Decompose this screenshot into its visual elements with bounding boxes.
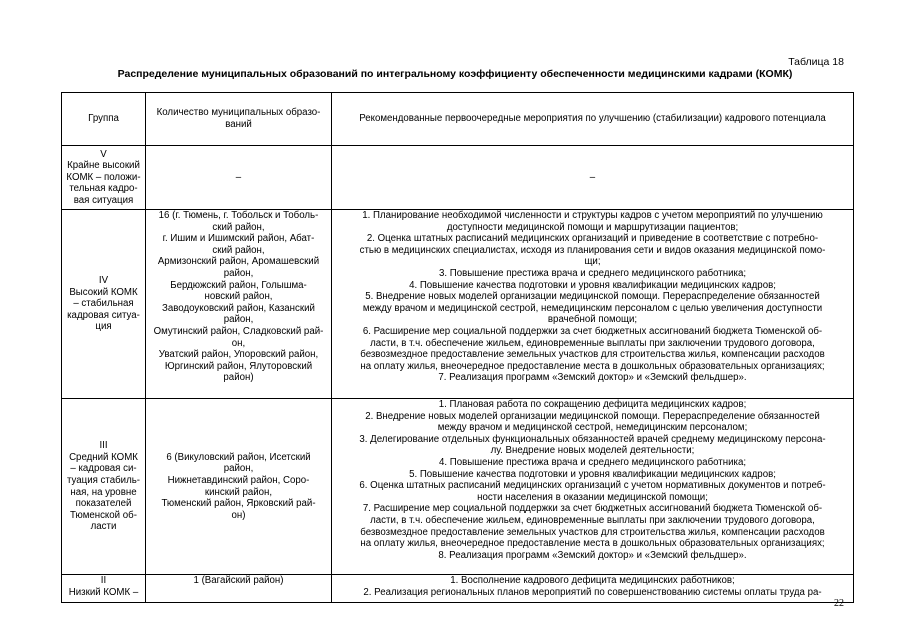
- cell-measures: [332, 399, 854, 575]
- cell-line: – стабильная: [73, 298, 134, 310]
- page-number: 22: [834, 598, 844, 609]
- cell-group: [62, 575, 146, 603]
- cell-line: безвозмездное предоставление земельных участков для строительства жилья, компенсации расходов: [360, 526, 825, 538]
- cell-line: 7. Расширение мер социальной поддержки за счет бюджетных ассигнований бюджета Тюменской об-: [362, 503, 823, 515]
- cell-line: 2. Оценка штатных расписаний медицинских организаций и приведение в соответствие с потребно-: [366, 233, 819, 245]
- cell-line: он,: [231, 337, 246, 349]
- cell-line: 6. Оценка штатных расписаний медицинских организаций с учетом нормативных документов и потреб-: [359, 480, 826, 492]
- table-header-row: [62, 93, 854, 146]
- komk-table: [61, 92, 854, 603]
- cell-line: ласти, в т.ч. обеспечение жильем, единовременные выплаты при заключении трудового договора,: [370, 514, 815, 526]
- cell-line: –: [235, 171, 242, 183]
- cell-line: ная, на уровне: [70, 486, 137, 498]
- cell-line: 6. Расширение мер социальной поддержки за счет бюджетных ассигнований бюджета Тюменской об-: [362, 325, 823, 337]
- table-row-group-ii: [62, 575, 854, 603]
- cell-line: 2. Реализация региональных планов мероприятий по совершенствованию системы оплаты труда ра-: [363, 586, 822, 598]
- header-count-line: Количество муниципальных образо-: [156, 107, 321, 119]
- cell-line: г. Ишим и Ишимский район, Абат-: [162, 233, 315, 245]
- cell-line: Омутинский район, Сладковский рай-: [153, 325, 324, 337]
- cell-group: [62, 146, 146, 210]
- cell-measures: [332, 575, 854, 603]
- cell-line: 1 (Вагайский район): [193, 575, 284, 586]
- cell-count: [146, 575, 332, 603]
- cell-line: 8. Реализация программ «Земский доктор» и «Земский фельдшер».: [438, 549, 747, 561]
- cell-line: район,: [223, 463, 254, 475]
- cell-line: ласти: [90, 521, 117, 533]
- cell-count: [146, 399, 332, 575]
- cell-line: показателей: [75, 498, 132, 510]
- cell-line: ский район,: [212, 221, 265, 233]
- cell-measures: [332, 146, 854, 210]
- cell-line: Армизонский район, Аромашевский: [157, 256, 320, 268]
- cell-line: стью в медицинских специалистах, исходя из планирования сети и видов оказания медицинской помо-: [359, 244, 826, 256]
- cell-line: Низкий КОМК –: [68, 586, 139, 598]
- cell-line: Заводоуковский район, Казанский: [162, 302, 315, 314]
- cell-line: 4. Повышение престижа врача и среднего медицинского работника;: [438, 456, 747, 468]
- cell-line: Уватский район, Упоровский район,: [158, 349, 319, 361]
- cell-line: 1. Плановая работа по сокращению дефицита медицинских кадров;: [438, 399, 747, 410]
- cell-line: 16 (г. Тюмень, г. Тобольск и Тоболь-: [158, 210, 319, 221]
- cell-line: V: [100, 148, 107, 160]
- table-row-group-iv: [62, 210, 854, 399]
- cell-line: кинский район,: [204, 486, 273, 498]
- cell-line: – кадровая си-: [70, 463, 137, 475]
- cell-line: 6 (Викуловский район, Исетский: [166, 451, 311, 463]
- cell-group: [62, 399, 146, 575]
- cell-line: между врачом и медицинской сестрой, немедицинским персоналом;: [437, 422, 748, 434]
- cell-line: 5. Внедрение новых моделей организации медицинской помощи. Перераспределение обязанностей: [365, 291, 820, 303]
- cell-line: III: [99, 440, 108, 452]
- cell-line: ности населения в оказании медицинской помощи;: [477, 491, 708, 503]
- cell-line: Бердюжский район, Голышма-: [170, 279, 307, 291]
- cell-line: район): [223, 372, 254, 384]
- cell-line: район,: [223, 267, 254, 279]
- table-title: Распределение муниципальных образований по интегральному коэффициенту обеспеченности медицинскими кадрами (КОМК): [117, 68, 793, 80]
- cell-line: на оплату жилья, внеочередное предоставление места в дошкольных образовательных организациях;: [360, 538, 825, 550]
- cell-line: Высокий КОМК: [69, 286, 138, 298]
- cell-line: II: [100, 575, 107, 586]
- cell-line: 1. Планирование необходимой численности и структуры кадров с учетом мероприятий по улучшению: [362, 210, 823, 221]
- cell-line: Тюменской об-: [70, 509, 137, 521]
- cell-line: он): [231, 509, 246, 521]
- cell-line: IV: [98, 275, 109, 287]
- cell-count: [146, 210, 332, 399]
- cell-line: –: [589, 171, 596, 183]
- cell-line: Юргинский район, Ялуторовский: [164, 360, 313, 372]
- cell-line: тельная кадро-: [69, 183, 138, 195]
- cell-group: [62, 210, 146, 399]
- cell-line: врачебной помощи;: [547, 314, 638, 326]
- cell-line: ласти, в т.ч. обеспечение жильем, единовременные выплаты при заключении трудового договора,: [370, 337, 815, 349]
- cell-line: 5. Повышение качества подготовки и уровня квалификации медицинских кадров;: [409, 468, 776, 480]
- cell-line: Средний КОМК: [69, 451, 138, 463]
- cell-line: ский район,: [212, 244, 265, 256]
- header-measures: Рекомендованные первоочередные мероприятия по улучшению (стабилизации) кадрового потенциала: [332, 93, 854, 146]
- cell-line: туация стабиль-: [66, 474, 140, 486]
- cell-line: ция: [95, 321, 112, 333]
- header-group: Группа: [62, 93, 146, 146]
- cell-line: 3. Делегирование отдельных функциональных обязанностей врачей среднему медицинскому персона-: [359, 433, 826, 445]
- cell-line: вая ситуация: [73, 194, 134, 206]
- cell-measures: [332, 210, 854, 399]
- table-number: Таблица 18: [788, 56, 844, 68]
- cell-line: 4. Повышение качества подготовки и уровня квалификации медицинских кадров;: [409, 279, 776, 291]
- cell-line: Нижнетавдинский район, Соро-: [167, 474, 310, 486]
- cell-line: 7. Реализация программ «Земский доктор» и «Земский фельдшер».: [438, 372, 747, 384]
- header-count-line: ваний: [225, 119, 252, 130]
- cell-line: новский район,: [204, 291, 273, 303]
- cell-line: Крайне высокий: [67, 160, 140, 172]
- table-row-group-v: [62, 146, 854, 210]
- cell-line: доступности медицинской помощи и маршрутизации пациентов;: [446, 221, 739, 233]
- header-count: [146, 93, 332, 146]
- cell-count: [146, 146, 332, 210]
- cell-line: щи;: [584, 256, 601, 268]
- cell-line: район,: [223, 314, 254, 326]
- table-row-group-iii: [62, 399, 854, 575]
- cell-line: на оплату жилья, внеочередное предоставление места в дошкольных образовательных организациях;: [360, 360, 825, 372]
- cell-line: кадровая ситуа-: [67, 309, 140, 321]
- cell-line: Тюменский район, Ярковский рай-: [161, 498, 316, 510]
- cell-line: безвозмездное предоставление земельных участков для строительства жилья, компенсации расходов: [360, 349, 825, 361]
- cell-line: между врачом и медицинской сестрой, немедицинским персоналом с целью увеличения доступности: [362, 302, 823, 314]
- cell-line: 1. Восполнение кадрового дефицита медицинских работников;: [450, 575, 735, 586]
- cell-line: лу. Внедрение новых моделей деятельности;: [490, 445, 695, 457]
- cell-line: КОМК – положи-: [66, 171, 141, 183]
- cell-line: 2. Внедрение новых моделей организации медицинской помощи. Перераспределение обязанностей: [365, 410, 820, 422]
- cell-line: 3. Повышение престижа врача и среднего медицинского работника;: [438, 267, 747, 279]
